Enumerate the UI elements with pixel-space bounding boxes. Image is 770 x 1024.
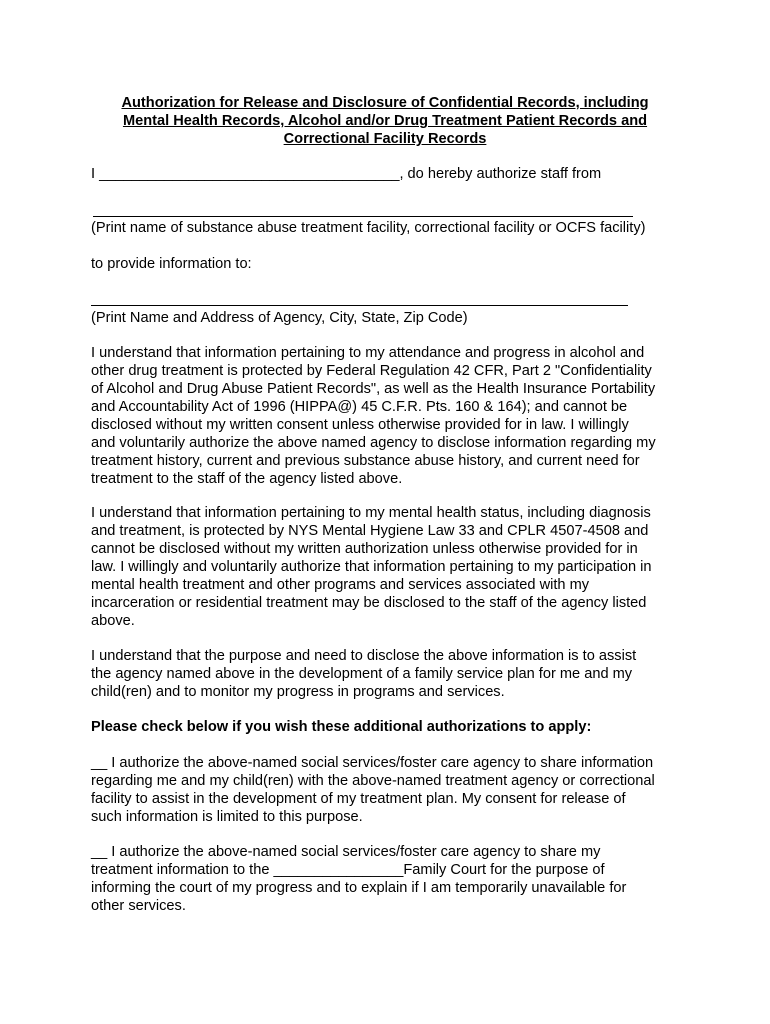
paragraph-line: I understand that information pertaining to my attendance and progress in alcohol and — [91, 345, 645, 361]
authorization-option-2[interactable] — [91, 843, 691, 915]
authorize-suffix: , do hereby authorize staff from — [399, 166, 602, 182]
paragraph-line: cannot be disclosed without my written authorization unless otherwise provided for in — [91, 541, 638, 557]
title-line: Authorization for Release and Disclosure of Confidential Records, including — [121, 95, 649, 111]
paragraph-line: and Accountability Act of 1996 (HIPPA@) 45 C.F.R. Pts. 160 & 164); and cannot be — [91, 399, 628, 415]
paragraph-line: mental health treatment and other programs and services associated with my — [91, 577, 590, 593]
option-line: informing the court of my progress and to explain if I am temporarily unavailable for — [91, 880, 627, 896]
paragraph-substance-abuse — [91, 344, 691, 488]
option-line: __ I authorize the above-named social services/foster care agency to share information — [91, 755, 654, 771]
option-line: other services. — [91, 898, 186, 914]
check-heading: Please check below if you wish these additional authorizations to apply: — [91, 719, 592, 735]
form-title — [90, 94, 680, 148]
facility-caption: (Print name of substance abuse treatment facility, correctional facility or OCFS facility) — [91, 220, 646, 236]
paragraph-line: other drug treatment is protected by Federal Regulation 42 CFR, Part 2 "Confidentiality — [91, 363, 652, 379]
paragraph-line: disclosed without my written consent unless otherwise provided for in law. I willingly — [91, 417, 629, 433]
authorize-prefix: I — [91, 166, 96, 182]
paragraph-line: of Alcohol and Drug Abuse Patient Records", as well as the Health Insurance Portability — [91, 381, 656, 397]
paragraph-line: and treatment, is protected by NYS Mental Hygiene Law 33 and CPLR 4507-4508 and — [91, 523, 649, 539]
paragraph-line: above. — [91, 613, 135, 629]
paragraph-line: I understand that information pertaining to my mental health status, including diagnosis — [91, 505, 651, 521]
paragraph-mental-health — [91, 504, 691, 630]
patient-name-blank[interactable]: _____________________________________ — [99, 166, 400, 182]
authorize-statement — [91, 165, 691, 183]
agency-caption: (Print Name and Address of Agency, City, State, Zip Code) — [91, 310, 468, 326]
provide-to-label: to provide information to: — [91, 256, 252, 272]
option-line: __ I authorize the above-named social services/foster care agency to share my — [91, 844, 601, 860]
paragraph-line: treatment to the staff of the agency listed above. — [91, 471, 403, 487]
authorization-option-1[interactable] — [91, 754, 691, 826]
option-line: treatment information to the ________________Family Court for the purpose of — [91, 862, 605, 878]
option-line: regarding me and my child(ren) with the above-named treatment agency or correctional — [91, 773, 655, 789]
paragraph-line: I understand that the purpose and need to disclose the above information is to assist — [91, 648, 637, 664]
paragraph-line: treatment history, current and previous substance abuse history, and current need for — [91, 453, 640, 469]
facility-name-line[interactable] — [93, 216, 633, 217]
paragraph-line: and voluntarily authorize the above named agency to disclose information regarding my — [91, 435, 656, 451]
paragraph-line: incarceration or residential treatment may be disclosed to the staff of the agency listed — [91, 595, 647, 611]
paragraph-line: law. I willingly and voluntarily authorize that information pertaining to my participation in — [91, 559, 652, 575]
title-line: Correctional Facility Records — [283, 131, 487, 147]
paragraph-line: the agency named above in the development of a family service plan for me and my — [91, 666, 633, 682]
option-line: facility to assist in the development of my treatment plan. My consent for release of — [91, 791, 626, 807]
paragraph-purpose — [91, 647, 691, 701]
option-line: such information is limited to this purpose. — [91, 809, 363, 825]
title-line: Mental Health Records, Alcohol and/or Drug Treatment Patient Records and — [122, 113, 648, 129]
agency-name-line[interactable] — [91, 305, 628, 306]
paragraph-line: child(ren) and to monitor my progress in programs and services. — [91, 684, 505, 700]
